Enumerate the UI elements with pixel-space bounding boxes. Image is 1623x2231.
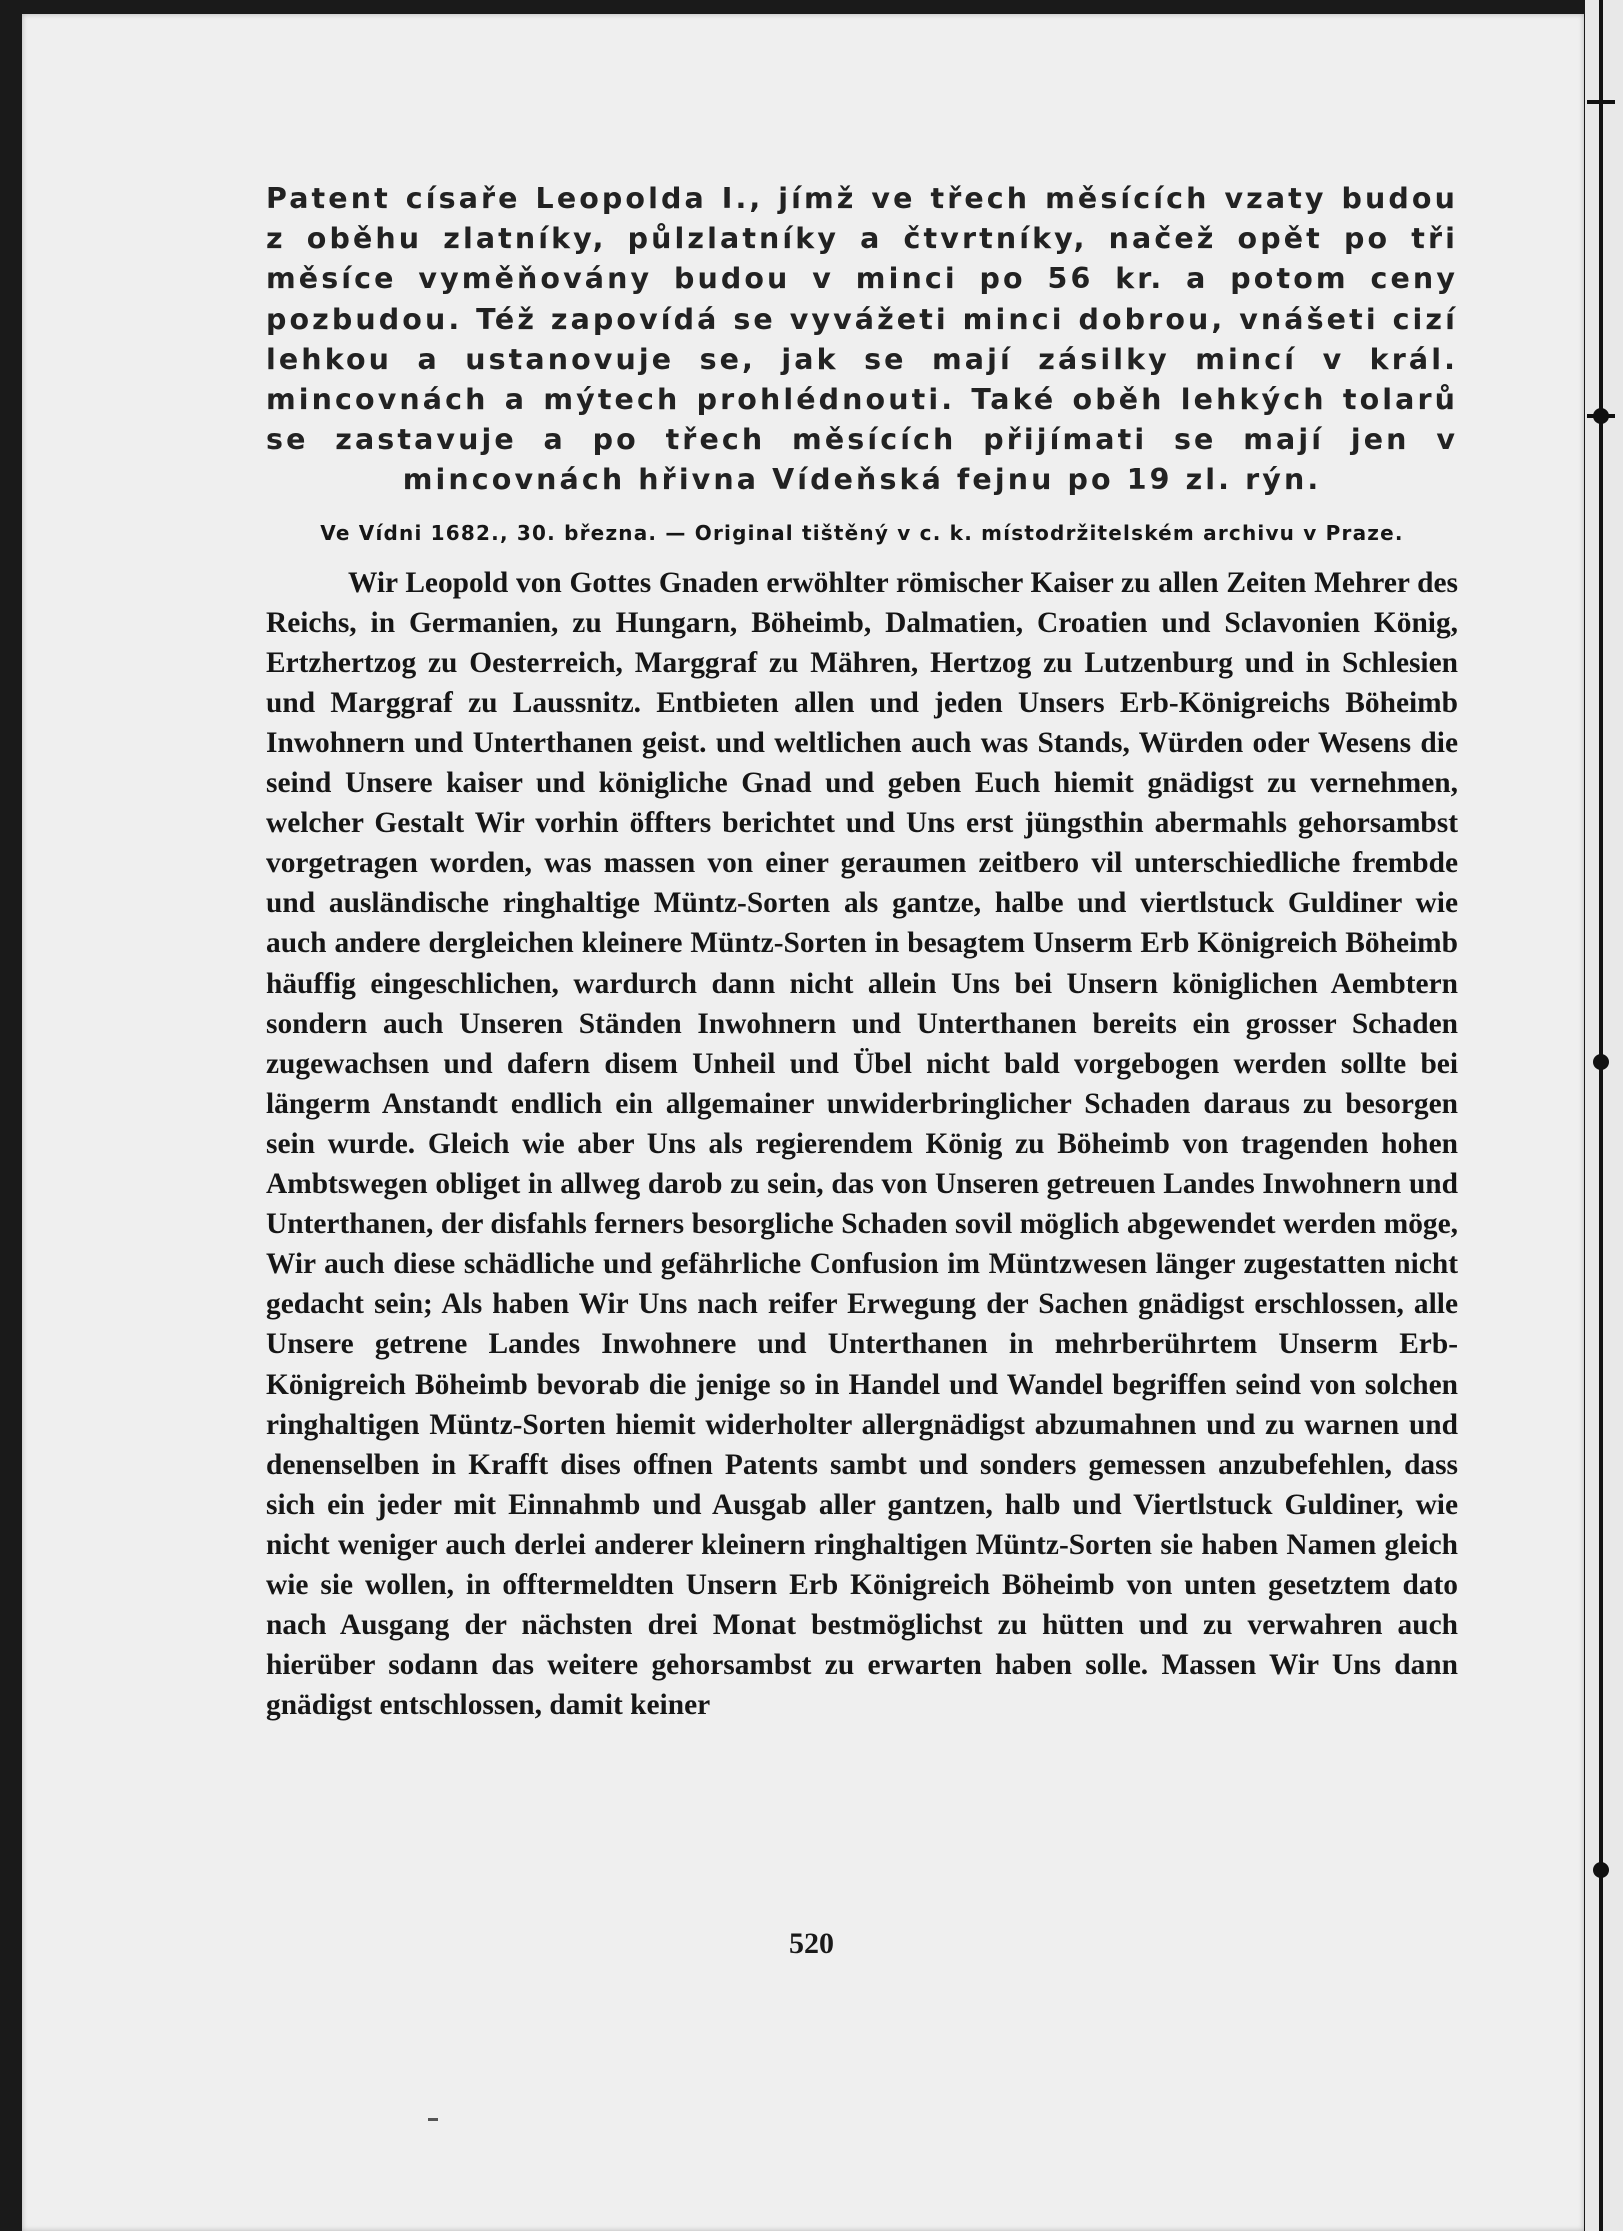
scan-edge-line <box>1599 0 1603 2231</box>
scan-edge-strip <box>1585 0 1623 2231</box>
page-number: 520 <box>789 1927 834 1960</box>
edge-mark <box>1593 1054 1609 1070</box>
page-content <box>266 179 1458 1725</box>
patent-body-text: Wir Leopold von Gottes Gnaden erwöhlter römischer Kaiser zu allen Zeiten Mehrer des Reichs, in Germanien, zu Hungarn, Böheimb, Dalmatien, Croatien und Sclavonien König, Ertzhertzog zu Oesterreich, Marggraf zu Mähren, Hertzog zu Lutzenburg und in Schlesien und Marggraf zu Laussnitz. Entbieten allen und jeden Unsers Erb-Königreichs Böheimb Inwohnern und Unterthanen geist. und weltlichen auch was Stands, Würden oder Wesens die seind Unsere kaiser und königliche Gnad und geben Euch hiemit gnädigst zu vernehmen, welcher Gestalt Wir vorhin öffters berichtet und Uns erst jüngsthin abermahls gehorsambst vorgetragen worden, was massen von einer geraumen zeitbero vil unterschiedliche frembde und ausländische ringhaltige Müntz-Sorten als gantze, halbe und viertlstuck Guldiner wie auch andere dergleichen kleinere Müntz-Sorten in besagtem Unserm Erb Königreich Böheimb häuffig eingeschlichen, wardurch dann nicht allein Uns bei Unsern königlichen Aembtern sondern auch Unseren Ständen Inwohnern und Unterthanen bereits ein grosser Schaden zugewachsen und dafern disem Unheil und Übel nicht bald vorgebogen werden sollte bei längerm Anstandt endlich ein allgemainer unwiderbringlicher Schaden daraus zu besorgen sein wurde. Gleich wie aber Uns als regierendem König zu Böheimb von tragenden hohen Ambtswegen obliget in allweg darob zu sein, das von Unseren getreuen Landes Inwohnern und Unterthanen, der disfahls ferners besorgliche Schaden sovil möglich abgewendet werden möge, Wir auch diese schädliche und gefährliche Confusion im Müntzwesen länger zugestatten nicht gedacht sein; Als haben Wir Uns nach reifer Erwegung der Sachen gnädigst erschlossen, alle Unsere getrene Landes Inwohnere und Unterthanen in mehrberührtem Unserm Erb-Königreich Böheimb bevorab die jenige so in Handel und Wandel begriffen seind von solchen ringhaltigen Müntz-Sorten hiemit widerholter allergnädigst abzumahnen und zu warnen und denenselben in Krafft dises offnen Patents sambt und sonders gemessen anzubefehlen, dass sich ein jeder mit Einnahmb und Ausgab aller gantzen, halb und Viertlstuck Guldiner, wie nicht weniger auch derlei anderer kleinern ringhaltigen Müntz-Sorten sie haben Namen gleich wie sie wollen, in offtermeldten Unsern Erb Königreich Böheimb von unten gesetztem dato nach Ausgang der nächsten drei Monat bestmöglichst zu hütten und zu verwahren auch hierüber sodann das weitere gehorsambst zu erwarten haben solle. Massen Wir Uns dann gnädigst entschlossen, damit keiner <box>266 566 1458 1722</box>
source-line: Ve Vídni 1682., 30. března. — Original tištěný v c. k. místodržitelském archivu v Praze. <box>320 520 1404 545</box>
czech-summary: Patent císaře Leopolda I., jímž ve třech měsících vzaty budou z oběhu zlatníky, půlzlatníky a čtvrtníky, načež opět po tři měsíce vyměňovány budou v minci po 56 kr. a potom ceny pozbudou. Též zapovídá se vyvážeti minci dobrou, vnášeti cizí lehkou a ustanovuje se, jak se mají zásilky mincí v král. mincovnách a mýtech prohlédnouti. Také oběh lehkých tolarů se zastavuje a po třech měsících přijímati se mají jen v mincovnách hřivna Vídeňská fejnu po 19 zl. rýn. <box>266 182 1458 497</box>
edge-tick <box>1587 414 1615 418</box>
scan-speck <box>428 2118 438 2121</box>
edge-tick <box>1587 100 1615 104</box>
document-page <box>22 14 1584 2231</box>
edge-mark <box>1593 1862 1609 1878</box>
